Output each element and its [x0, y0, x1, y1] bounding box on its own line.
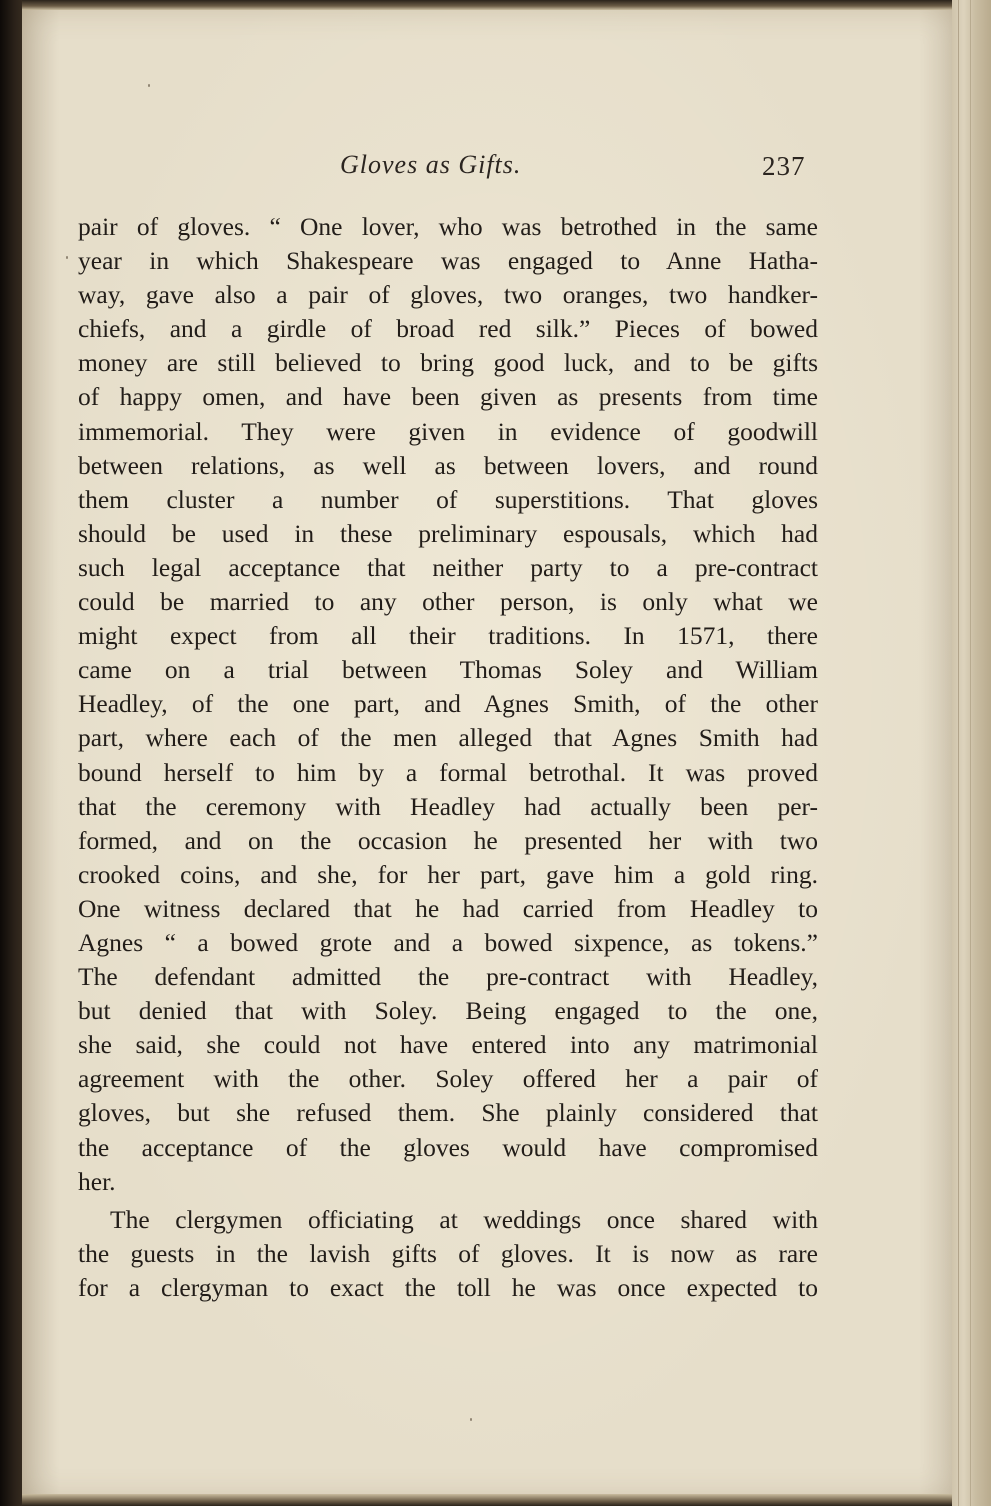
text-line: should be used in these preliminary espousals, which had — [78, 518, 818, 548]
text-line: the acceptance of the gloves would have compromised — [78, 1132, 818, 1162]
text-line: One witness declared that he had carried from Headley to — [78, 893, 818, 923]
text-line: The defendant admitted the pre-contract with Headley, — [78, 962, 818, 992]
text-line: them cluster a number of superstitions. That gloves — [78, 484, 818, 514]
page-top-edge — [22, 0, 956, 10]
text-line: Headley, of the one part, and Agnes Smith, of the other — [78, 689, 818, 719]
text-line: but denied that with Soley. Being engaged to the one, — [78, 996, 818, 1026]
text-line: the guests in the lavish gifts of gloves. It is now as rare — [78, 1238, 818, 1268]
text-line: between relations, as well as between lovers, and round — [78, 450, 818, 480]
text-line: year in which Shakespeare was engaged to Anne Hatha- — [78, 246, 818, 276]
text-line: gloves, but she refused them. She plainly considered that — [78, 1098, 818, 1128]
text-line: her. — [78, 1166, 116, 1196]
text-line: way, gave also a pair of gloves, two oranges, two handker- — [78, 280, 818, 310]
paper-speck — [148, 84, 150, 87]
text-line: part, where each of the men alleged that Agnes Smith had — [78, 723, 818, 753]
text-line: for a clergyman to exact the toll he was once expected to — [78, 1272, 818, 1302]
text-line: crooked coins, and she, for her part, gave him a gold ring. — [78, 859, 818, 889]
text-line: of happy omen, and have been given as presents from time — [78, 382, 818, 412]
page-stack-edge — [952, 0, 991, 1506]
text-line: could be married to any other person, is only what we — [78, 587, 818, 617]
text-line: agreement with the other. Soley offered her a pair of — [78, 1064, 818, 1094]
page-number: 237 — [762, 151, 806, 181]
text-line: formed, and on the occasion he presented her with two — [78, 825, 818, 855]
page-bottom-edge — [22, 1494, 956, 1506]
text-line: came on a trial between Thomas Soley and William — [78, 655, 818, 685]
running-head: Gloves as Gifts. — [340, 150, 522, 179]
text-line: she said, she could not have entered into any matrimonial — [78, 1030, 818, 1060]
paper-speck — [470, 1418, 472, 1421]
paper-speck — [66, 256, 68, 259]
text-line: that the ceremony with Headley had actually been per- — [78, 791, 818, 821]
text-line: such legal acceptance that neither party to a pre-contract — [78, 552, 818, 582]
text-line: Agnes “ a bowed grote and a bowed sixpence, as tokens.” — [78, 927, 818, 957]
text-line: might expect from all their traditions. In 1571, there — [78, 621, 818, 651]
text-line: money are still believed to bring good luck, and to be gifts — [78, 348, 818, 378]
text-line: The clergymen officiating at weddings once shared with — [110, 1204, 818, 1234]
text-line: pair of gloves. “ One lover, who was betrothed in the same — [78, 212, 818, 241]
text-line: bound herself to him by a formal betrothal. It was proved — [78, 757, 818, 787]
body-text — [78, 210, 818, 1305]
text-line: immemorial. They were given in evidence of goodwill — [78, 416, 818, 446]
text-line: chiefs, and a girdle of broad red silk.” Pieces of bowed — [78, 314, 818, 344]
